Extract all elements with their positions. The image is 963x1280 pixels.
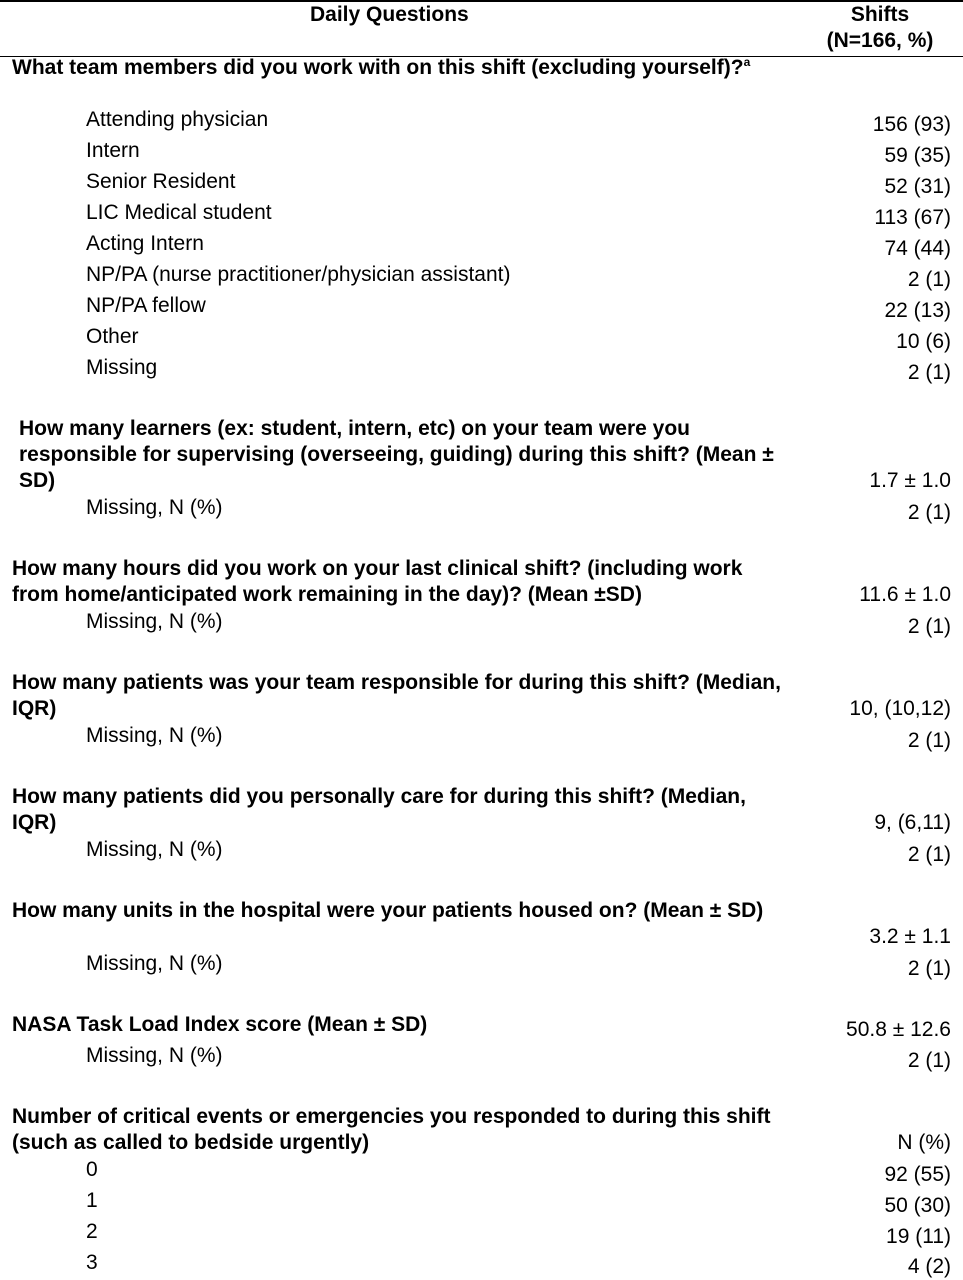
missing-label: Missing, N (%): [86, 496, 223, 519]
row-label: Acting Intern: [86, 232, 204, 255]
question-value: 1.7 ± 1.0: [869, 469, 951, 492]
column-header-shifts: [810, 2, 950, 54]
row-value: 19 (11): [886, 1225, 951, 1248]
row-label: 0: [86, 1158, 98, 1181]
row-label: LIC Medical student: [86, 201, 272, 224]
missing-value: 2 (1): [907, 501, 951, 524]
row-value: 2 (1): [907, 361, 951, 384]
missing-label: Missing, N (%): [86, 610, 223, 633]
question-hospital-units: How many units in the hospital were your patients housed on? (Mean ± SD): [12, 899, 764, 922]
row-label: NP/PA fellow: [86, 294, 206, 317]
question-hours-worked: How many hours did you work on your last clinical shift? (including work from home/anticipated work remaining in the day)? (Mean ±SD): [12, 557, 743, 606]
row-label: 3: [86, 1251, 98, 1274]
column-header-shifts-line1: Shifts: [850, 3, 910, 26]
question-value: N (%): [897, 1131, 951, 1154]
question-learners-supervised: How many learners (ex: student, intern, etc) on your team were you responsible for supervising (overseeing, guiding) during this shift? (Mean ± SD): [19, 417, 774, 492]
row-value: 156 (93): [872, 113, 951, 136]
missing-value: 2 (1): [907, 957, 951, 980]
question-team-members: [12, 55, 787, 81]
question-value: 3.2 ± 1.1: [869, 925, 951, 948]
missing-value: 2 (1): [907, 843, 951, 866]
question-personal-patients: How many patients did you personally care for during this shift? (Median, IQR): [12, 785, 746, 834]
question-nasa-tlx: NASA Task Load Index score (Mean ± SD): [12, 1013, 428, 1036]
row-label: Missing: [86, 356, 158, 379]
missing-label: Missing, N (%): [86, 838, 223, 861]
row-value: 50 (30): [884, 1194, 951, 1217]
row-label: Senior Resident: [86, 170, 236, 193]
row-value: 10 (6): [896, 330, 951, 353]
column-header-questions: Daily Questions: [310, 3, 469, 26]
row-value: 2 (1): [907, 268, 951, 291]
row-value: 74 (44): [884, 237, 951, 260]
row-label: NP/PA (nurse practitioner/physician assistant): [86, 263, 511, 286]
row-value: 4 (2): [907, 1255, 951, 1278]
missing-value: 2 (1): [907, 1049, 951, 1072]
missing-value: 2 (1): [907, 729, 951, 752]
row-label: Intern: [86, 139, 140, 162]
row-label: Attending physician: [86, 108, 269, 131]
footnote-marker: a: [743, 55, 751, 69]
question-value: 10, (10,12): [849, 697, 951, 720]
row-label: 2: [86, 1220, 98, 1243]
missing-label: Missing, N (%): [86, 952, 223, 975]
question-value: 50.8 ± 12.6: [846, 1018, 951, 1041]
missing-label: Missing, N (%): [86, 724, 223, 747]
missing-value: 2 (1): [907, 615, 951, 638]
row-value: 92 (55): [884, 1163, 951, 1186]
question-critical-events: Number of critical events or emergencies you responded to during this shift (such as called to bedside urgently): [12, 1105, 771, 1154]
row-label: 1: [86, 1189, 98, 1212]
question-team-patients: How many patients was your team responsible for during this shift? (Median, IQR): [12, 671, 781, 720]
question-text: What team members did you work with on this shift (excluding yourself)?: [12, 56, 744, 79]
missing-label: Missing, N (%): [86, 1044, 223, 1067]
question-value: 9, (6,11): [874, 811, 951, 834]
row-value: 22 (13): [884, 299, 951, 322]
row-value: 52 (31): [884, 175, 951, 198]
row-value: 113 (67): [874, 206, 951, 229]
row-value: 59 (35): [884, 144, 951, 167]
column-header-shifts-line2: (N=166, %): [826, 29, 934, 52]
question-value: 11.6 ± 1.0: [859, 583, 951, 606]
row-label: Other: [86, 325, 139, 348]
